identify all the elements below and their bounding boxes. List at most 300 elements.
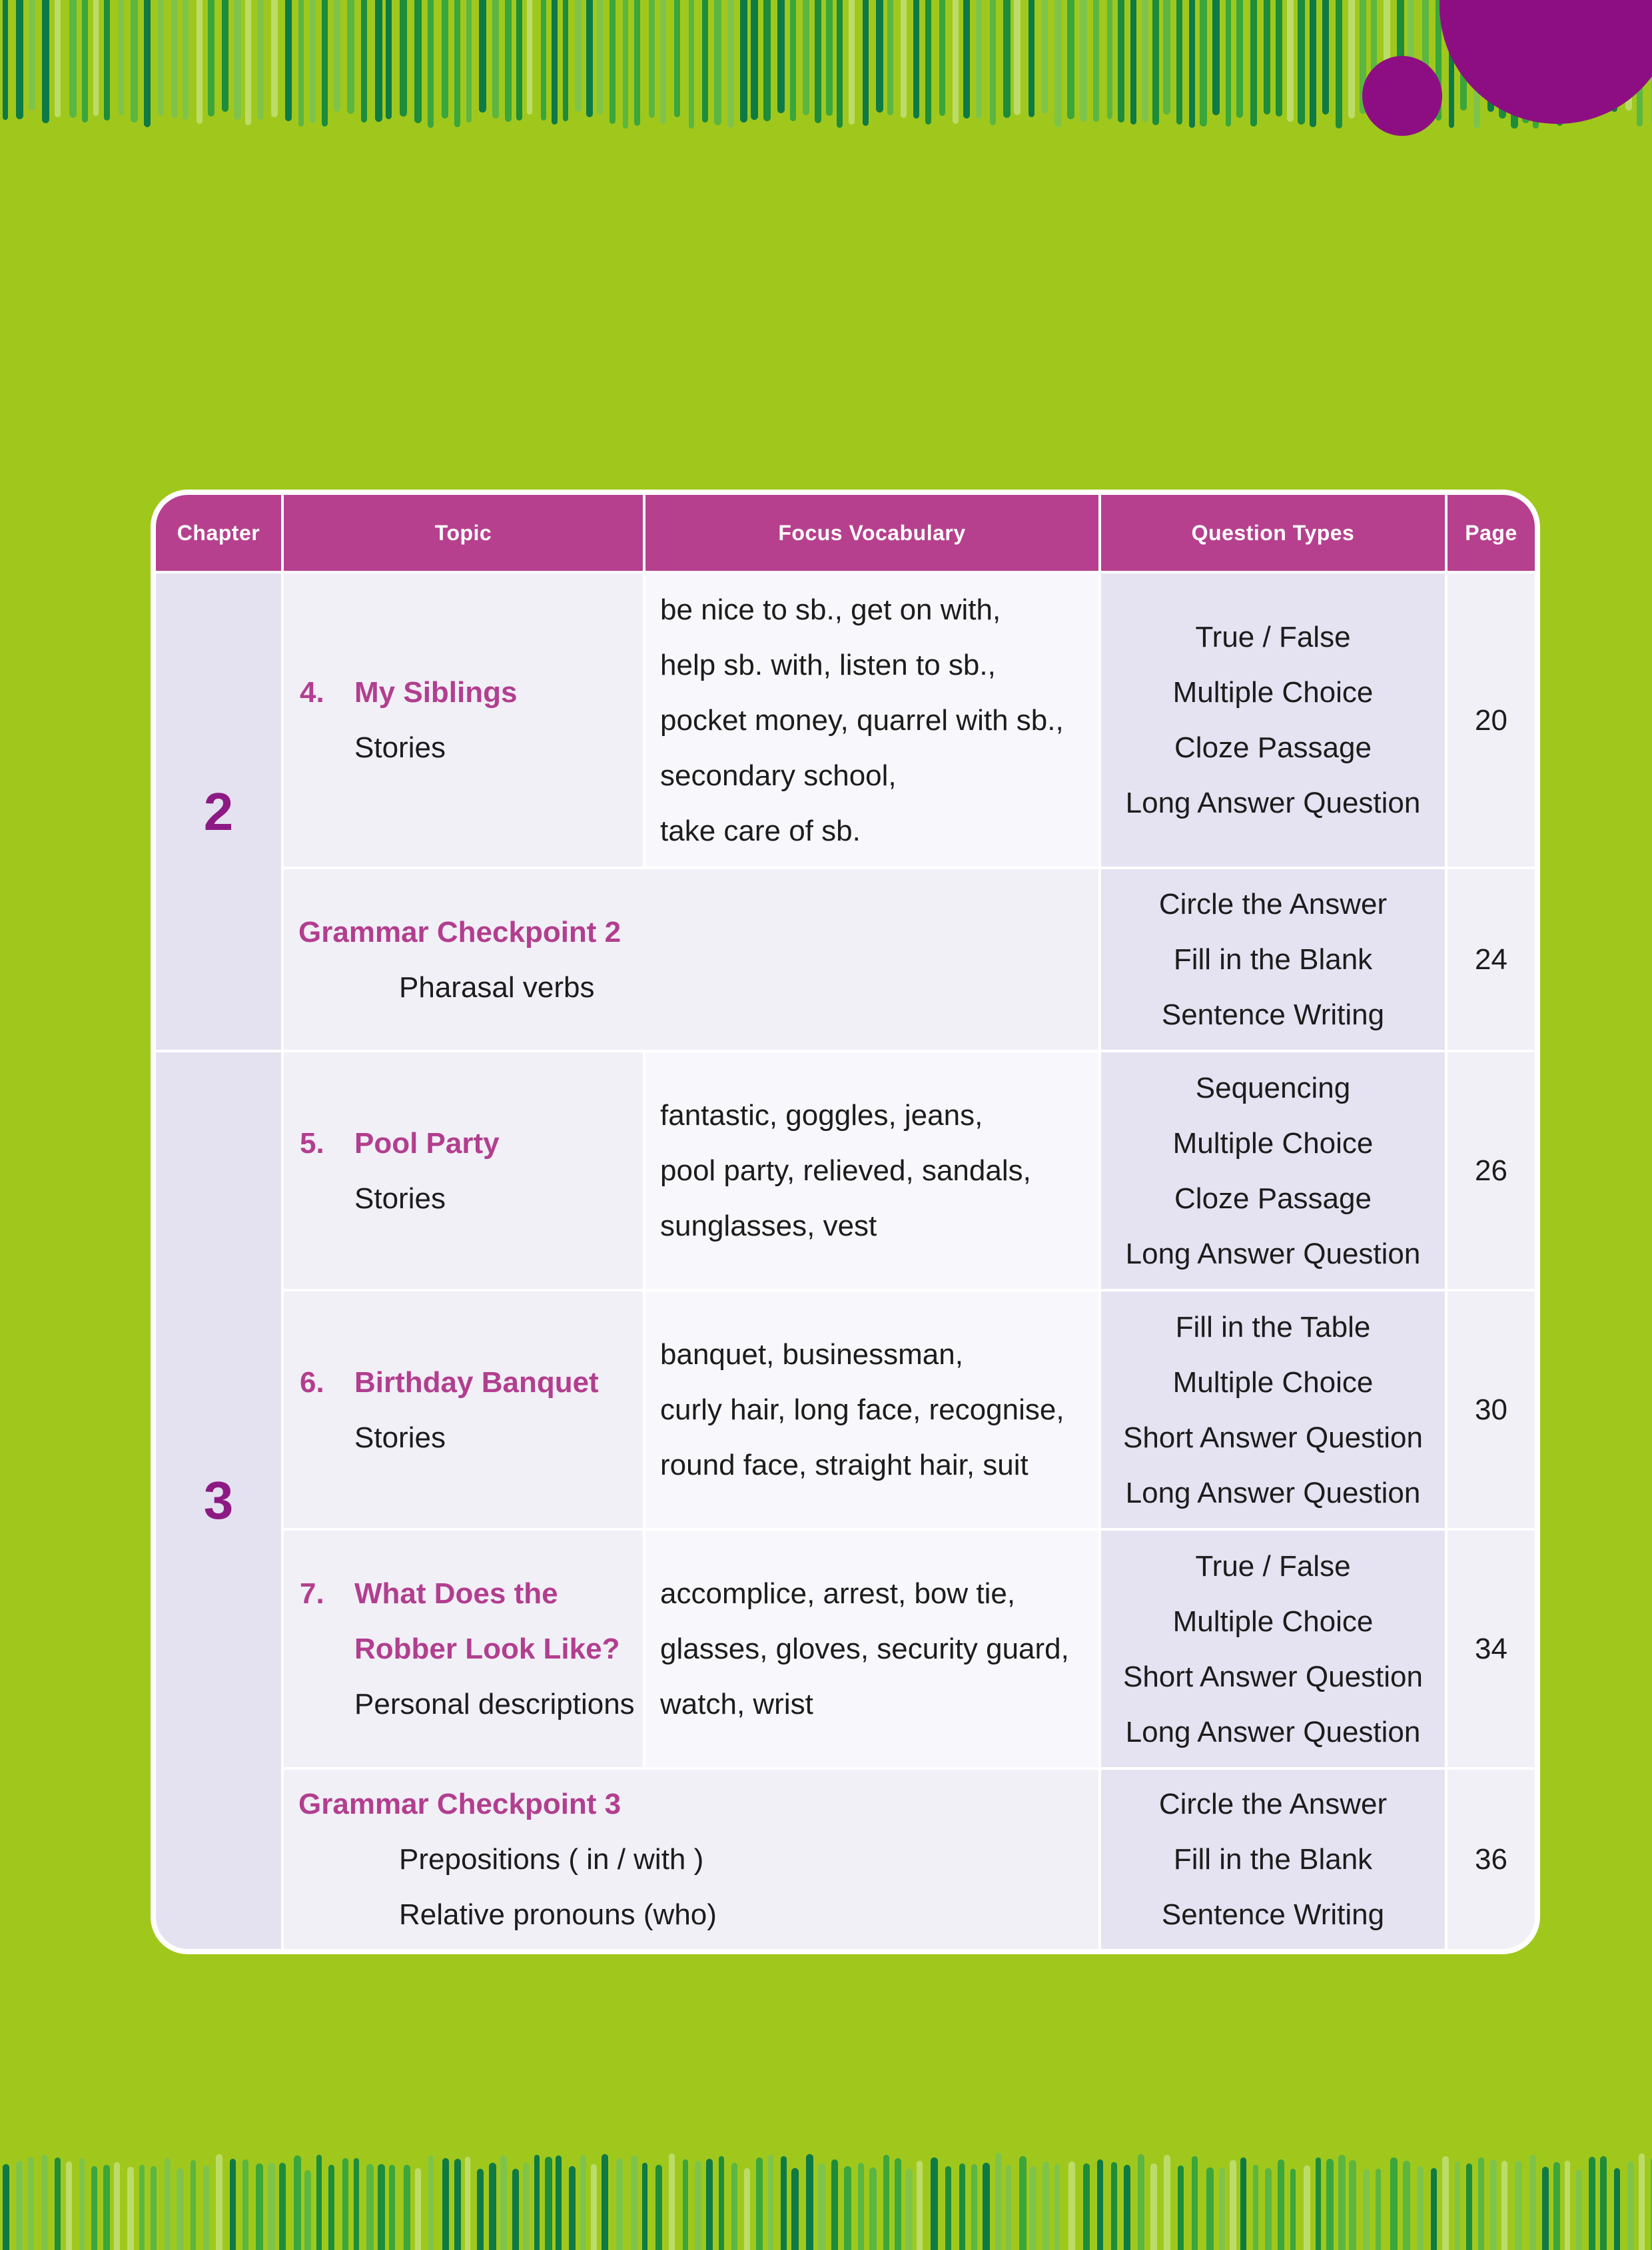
unit-7-topic-cell <box>284 1531 643 1767</box>
grammar-3-page-cell <box>1447 1770 1535 1949</box>
stripe <box>569 2166 576 2250</box>
unit-7-vocabulary-cell <box>645 1531 1098 1767</box>
stripe <box>1068 2161 1075 2250</box>
stripe <box>863 0 869 126</box>
grammar-point: Prepositions ( in / with ) <box>399 1843 704 1876</box>
stripe <box>1029 0 1034 117</box>
stripe <box>1164 2155 1170 2250</box>
stripe <box>939 0 945 116</box>
question-type: Multiple Choice <box>1172 1605 1374 1638</box>
contents-table <box>151 490 1540 1954</box>
stripe <box>400 0 407 117</box>
stripe <box>428 2155 434 2250</box>
header-question-types <box>1101 495 1445 571</box>
stripe <box>1093 0 1099 122</box>
unit-title: Birthday Banquet <box>354 1365 599 1399</box>
stripe <box>328 2165 334 2250</box>
stripe <box>1226 0 1231 127</box>
stripe <box>1600 2156 1607 2250</box>
stripe <box>285 0 292 121</box>
stripe <box>837 0 843 128</box>
stripe <box>151 2166 157 2250</box>
stripe <box>983 2163 990 2250</box>
stripe <box>230 2159 236 2250</box>
question-type: Sentence Writing <box>1161 998 1385 1031</box>
unit-4-topic <box>284 665 643 775</box>
unit-number: 7. <box>300 1577 324 1610</box>
stripe <box>165 2158 171 2250</box>
question-type: Long Answer Question <box>1125 1237 1421 1270</box>
unit-7-topic <box>284 1566 643 1732</box>
stripe <box>139 2165 145 2250</box>
stripe <box>55 0 61 117</box>
question-type: Short Answer Question <box>1122 1660 1423 1693</box>
unit-5-page-cell <box>1447 1052 1535 1289</box>
stripe <box>575 0 582 112</box>
stripe <box>1178 2165 1184 2250</box>
stripe <box>3 2164 9 2250</box>
vocabulary-line: sunglasses, vest <box>660 1210 877 1242</box>
stripe <box>995 2153 1002 2250</box>
stripe <box>1250 0 1257 127</box>
stripe <box>1253 2165 1258 2250</box>
stripe <box>1501 2161 1507 2250</box>
stripe <box>895 2158 901 2250</box>
unit-topic-lines <box>354 665 517 775</box>
unit-title: Pool Party <box>354 1126 500 1160</box>
unit-topic-lines <box>354 1355 599 1465</box>
grammar-checkpoint-title: Grammar Checkpoint 2 <box>298 915 621 948</box>
header-chapter-label: Chapter <box>177 520 260 545</box>
stripe <box>768 2155 773 2250</box>
stripe <box>454 0 460 127</box>
chapter-number: 2 <box>203 781 234 841</box>
vocabulary-line: glasses, gloves, security guard, <box>660 1633 1069 1665</box>
stripe <box>500 2155 507 2250</box>
stripe <box>322 0 328 127</box>
stripe <box>28 2157 34 2250</box>
stripe <box>976 0 982 119</box>
unit-4-question-types-cell <box>1101 573 1445 867</box>
stripe <box>1138 2154 1144 2250</box>
question-type: Fill in the Blank <box>1173 1843 1373 1876</box>
stripe <box>1163 0 1170 115</box>
stripe <box>1067 0 1074 119</box>
header-vocabulary <box>645 495 1098 571</box>
unit-genre: Personal descriptions <box>354 1688 635 1720</box>
stripe <box>91 2166 97 2250</box>
stripe <box>42 0 49 123</box>
question-type: Long Answer Question <box>1125 1476 1421 1509</box>
grammar-2-page-cell <box>1447 869 1535 1050</box>
stripe <box>714 0 721 125</box>
stripe <box>1376 2169 1381 2250</box>
stripe <box>1124 2165 1130 2250</box>
stripe <box>1212 0 1220 115</box>
question-type: True / False <box>1195 1549 1351 1583</box>
stripe <box>1054 2164 1060 2250</box>
stripe <box>191 2160 196 2250</box>
page-number: 30 <box>1475 1393 1507 1426</box>
stripe <box>79 2158 85 2250</box>
stripe <box>844 2166 851 2250</box>
stripe <box>1442 2156 1449 2250</box>
stripe <box>883 2155 889 2250</box>
stripe <box>763 0 771 121</box>
stripe <box>719 2156 724 2250</box>
stripe <box>257 0 264 120</box>
stripe <box>208 0 214 117</box>
stripe <box>905 2169 913 2250</box>
unit-4-vocabulary-cell <box>645 573 1098 867</box>
stripe <box>541 0 546 121</box>
stripe <box>631 2155 637 2250</box>
stripe <box>1348 0 1355 119</box>
unit-title: My Siblings <box>354 676 518 709</box>
stripe <box>492 0 499 119</box>
stripe <box>1236 0 1243 118</box>
stripe <box>1003 0 1011 118</box>
vocabulary-line: secondary school, <box>660 759 897 792</box>
stripe <box>415 2168 421 2250</box>
stripe <box>1192 2156 1198 2250</box>
stripe <box>404 2165 410 2250</box>
stripe <box>751 0 758 120</box>
stripe <box>316 2155 322 2250</box>
stripe <box>1150 2163 1157 2250</box>
stripe <box>971 2164 977 2250</box>
top-stripe-band <box>0 0 1652 143</box>
stripe <box>586 0 593 117</box>
stripe <box>1304 2165 1310 2250</box>
stripe <box>1176 0 1182 125</box>
stripe <box>740 0 747 123</box>
stripe <box>858 2163 864 2250</box>
unit-topic-lines <box>354 1566 635 1732</box>
stripe <box>1390 2157 1398 2250</box>
stripe <box>1265 2168 1272 2250</box>
grammar-point: Pharasal verbs <box>399 970 595 1004</box>
stripe <box>1130 0 1136 125</box>
stripe <box>1042 2161 1049 2250</box>
stripe <box>1276 0 1282 117</box>
stripe <box>222 0 228 112</box>
question-type: Fill in the Table <box>1175 1310 1371 1343</box>
stripe <box>158 0 164 116</box>
stripe <box>245 0 251 125</box>
stripe <box>414 0 422 123</box>
chapter-number: 3 <box>203 1471 234 1530</box>
unit-5-topic <box>284 1116 643 1226</box>
stripe <box>781 2156 787 2250</box>
unit-5-question-types-cell <box>1101 1052 1445 1289</box>
stripe <box>1230 2160 1236 2250</box>
stripe <box>127 2167 134 2250</box>
stripe <box>375 0 382 122</box>
stripe <box>294 2155 301 2250</box>
question-type: Cloze Passage <box>1174 731 1372 764</box>
stripe <box>1054 0 1062 127</box>
question-type: Circle the Answer <box>1158 1788 1388 1820</box>
bottom-stripes <box>3 2153 1652 2250</box>
stripe <box>298 0 304 127</box>
vocabulary-line: banquet, businessman, <box>660 1338 963 1371</box>
stripe <box>516 0 522 121</box>
stripe <box>1490 2159 1497 2250</box>
stripe <box>1322 0 1329 115</box>
stripe <box>556 2155 562 2250</box>
stripe <box>669 2153 675 2250</box>
stripe <box>242 2159 248 2250</box>
stripe <box>1565 2161 1570 2250</box>
unit-6-topic-cell <box>284 1292 643 1528</box>
stripe <box>1542 2167 1549 2250</box>
stripe <box>183 0 189 120</box>
stripe <box>454 2159 461 2250</box>
decorative-circle-large <box>1440 0 1652 124</box>
stripe <box>1006 2165 1011 2250</box>
grammar-checkpoint-2-cell <box>284 869 1098 1050</box>
chapter-3-cell <box>156 1052 281 1949</box>
vocabulary-line: pool party, relieved, sandals, <box>660 1154 1031 1187</box>
stripe <box>925 0 931 125</box>
stripe <box>945 2166 951 2250</box>
stripe <box>354 2158 359 2250</box>
stripe <box>818 2163 825 2250</box>
unit-number: 4. <box>300 676 324 709</box>
stripe <box>959 2163 965 2250</box>
stripe <box>1240 2157 1246 2250</box>
stripe <box>378 2164 385 2250</box>
stripe <box>1200 0 1207 127</box>
unit-4-topic-cell <box>284 573 643 867</box>
chapter-2-cell <box>156 573 281 1050</box>
stripe <box>1639 2153 1645 2250</box>
stripe <box>389 2165 395 2250</box>
grammar-point: Relative pronouns (who) <box>399 1898 717 1931</box>
stripe <box>144 0 151 127</box>
vocabulary-line: take care of sb. <box>660 814 861 847</box>
stripe <box>114 2162 120 2250</box>
stripe <box>16 2161 23 2250</box>
stripe <box>216 2154 222 2250</box>
question-type: Short Answer Question <box>1122 1421 1423 1454</box>
vocabulary-line: round face, straight hair, suit <box>660 1449 1029 1481</box>
stripe <box>901 0 907 118</box>
stripe <box>1363 2169 1370 2250</box>
stripe <box>616 2158 623 2250</box>
vocabulary-line: curly hair, long face, recognise, <box>660 1393 1064 1426</box>
stripe <box>689 0 694 129</box>
stripe <box>744 2168 750 2250</box>
page-number: 34 <box>1475 1633 1507 1665</box>
stripe <box>55 2157 61 2250</box>
stripe <box>1614 2168 1620 2250</box>
stripe <box>963 0 970 119</box>
stripe <box>131 0 138 123</box>
stripe <box>310 0 316 123</box>
stripe <box>1336 0 1342 129</box>
stripe <box>428 0 434 128</box>
unit-7-page-cell <box>1447 1531 1535 1767</box>
stripe <box>727 0 734 128</box>
question-type: Fill in the Blank <box>1173 943 1373 976</box>
stripe <box>361 0 367 123</box>
question-type: Circle the Answer <box>1158 888 1388 921</box>
question-type: True / False <box>1195 621 1351 653</box>
header-chapter <box>156 495 281 571</box>
stripe <box>649 0 655 118</box>
stripe <box>1403 2161 1410 2250</box>
stripe <box>706 2159 713 2250</box>
stripe <box>1019 2156 1027 2250</box>
stripe <box>1529 2155 1536 2250</box>
stripe <box>1152 0 1159 125</box>
stripe <box>791 2168 799 2250</box>
stripe <box>527 0 532 115</box>
stripe <box>563 0 568 121</box>
stripe <box>1455 2161 1460 2250</box>
stripe <box>683 2159 688 2250</box>
grammar-checkpoint-title: Grammar Checkpoint 3 <box>298 1788 621 1820</box>
stripe <box>104 0 110 121</box>
stripe <box>1310 0 1316 127</box>
page-number: 36 <box>1475 1843 1507 1876</box>
stripe <box>1298 0 1305 125</box>
stripe <box>29 0 35 111</box>
stripe <box>82 0 88 123</box>
stripe <box>826 0 833 116</box>
stripe <box>16 0 23 119</box>
stripe <box>1287 0 1294 122</box>
unit-topic-lines <box>354 1116 500 1226</box>
stripe <box>655 2165 662 2250</box>
vocabulary-line: be nice to sb., get on with, <box>660 593 1001 626</box>
stripe <box>1431 2168 1437 2250</box>
stripe <box>1030 2166 1036 2250</box>
stripe <box>1107 0 1112 119</box>
unit-genre: Stories <box>354 731 446 764</box>
stripe <box>610 0 616 124</box>
stripe <box>1278 2159 1284 2250</box>
stripe <box>1553 2162 1560 2250</box>
stripe <box>1014 0 1021 115</box>
stripe <box>660 0 666 124</box>
stripe <box>41 2155 48 2250</box>
unit-title: Robber Look Like? <box>354 1633 620 1665</box>
stripe <box>1515 2161 1522 2250</box>
vocabulary-line: watch, wrist <box>660 1688 813 1720</box>
stripe <box>1478 2157 1484 2250</box>
stripe <box>366 2164 374 2250</box>
stripe <box>642 2163 647 2250</box>
stripe <box>93 0 99 116</box>
stripe <box>580 2155 586 2250</box>
stripe <box>479 0 486 113</box>
unit-7-question-types-cell <box>1101 1531 1445 1767</box>
question-type: Multiple Choice <box>1172 1126 1374 1160</box>
stripe <box>1118 0 1124 123</box>
unit-number: 6. <box>300 1365 324 1399</box>
unit-6-topic <box>284 1355 643 1465</box>
stripe <box>953 0 959 124</box>
stripe <box>1589 2157 1595 2250</box>
header-vocabulary-label: Focus Vocabulary <box>778 520 966 545</box>
stripe <box>1142 0 1148 122</box>
stripe <box>1349 2160 1356 2250</box>
stripe <box>674 0 680 117</box>
stripe <box>505 0 512 122</box>
stripe <box>731 2163 737 2250</box>
grammar-3-question-types-cell <box>1101 1770 1445 1949</box>
stripe <box>602 2154 608 2250</box>
stripe <box>1466 2163 1472 2250</box>
stripe <box>477 2169 484 2250</box>
vocabulary-line: pocket money, quarrel with sb., <box>660 703 1064 737</box>
question-type: Sequencing <box>1195 1071 1351 1104</box>
stripe <box>512 2169 519 2250</box>
stripe <box>1627 2161 1634 2250</box>
stripe <box>1042 0 1048 114</box>
stripe <box>849 0 855 125</box>
stripe <box>876 0 883 113</box>
vocabulary-line: fantastic, goggles, jeans, <box>660 1099 983 1132</box>
stripe <box>803 0 809 115</box>
vocabulary-line: accomplice, arrest, bow tie, <box>660 1577 1016 1610</box>
stripe <box>777 0 785 113</box>
vocabulary-line: help sb. with, listen to sb., <box>660 648 996 681</box>
stripe <box>1290 2169 1296 2250</box>
stripe <box>1576 2169 1582 2250</box>
stripe <box>1219 2167 1225 2250</box>
stripe <box>69 0 77 118</box>
stripe <box>342 2158 348 2250</box>
stripe <box>171 0 178 118</box>
unit-title: What Does the <box>354 1577 558 1610</box>
stripe <box>1111 2162 1117 2250</box>
stripe <box>1326 2159 1334 2250</box>
stripe <box>1316 2157 1321 2250</box>
stripe <box>66 2161 72 2250</box>
stripe <box>442 0 448 119</box>
header-page-label: Page <box>1465 520 1517 545</box>
stripe <box>119 0 124 115</box>
stripe <box>234 0 241 120</box>
question-type: Cloze Passage <box>1174 1182 1372 1215</box>
grammar-2-question-types-cell <box>1101 869 1445 1050</box>
stripe <box>552 0 558 125</box>
stripe <box>3 0 8 120</box>
stripe <box>831 2159 838 2250</box>
stripe <box>1097 2159 1103 2250</box>
header-topic <box>284 495 643 571</box>
unit-6-question-types-cell <box>1101 1292 1445 1528</box>
stripe <box>271 0 278 117</box>
stripe <box>815 0 821 123</box>
question-type: Long Answer Question <box>1125 1715 1421 1748</box>
stripe <box>534 2155 540 2250</box>
stripe <box>1080 0 1087 122</box>
unit-genre: Stories <box>354 1421 446 1454</box>
unit-genre: Stories <box>354 1182 446 1215</box>
stripe <box>1189 0 1195 128</box>
stripe <box>442 2158 449 2250</box>
stripe <box>1264 0 1270 115</box>
stripe <box>256 2163 263 2250</box>
stripe <box>268 2163 275 2250</box>
stripe <box>545 2157 552 2250</box>
unit-5-topic-cell <box>284 1052 643 1289</box>
